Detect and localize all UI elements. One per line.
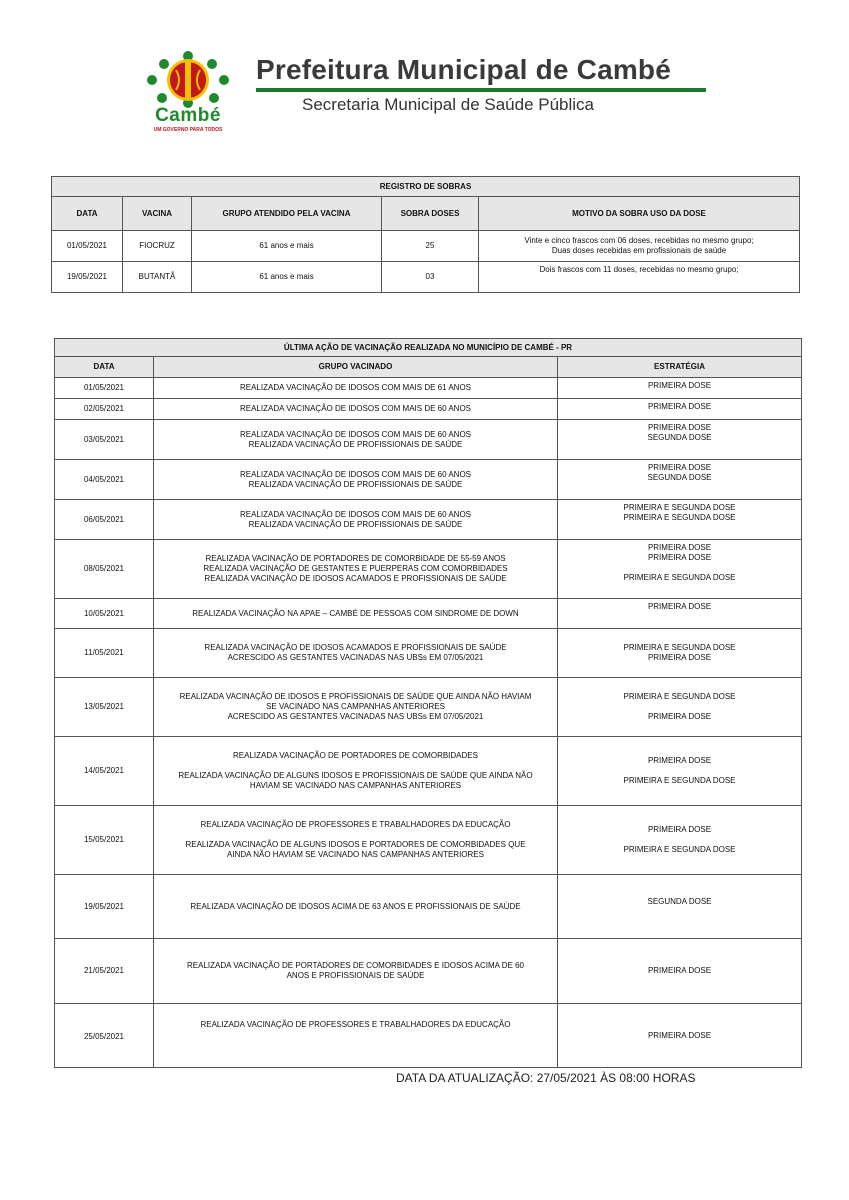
column-header: MOTIVO DA SOBRA USO DA DOSE	[479, 197, 800, 231]
cell-data	[55, 1004, 154, 1068]
table-row	[52, 262, 800, 293]
cambe-emblem-icon	[138, 50, 238, 108]
cell-estrategia	[558, 678, 802, 737]
cell-data: 06/05/2021	[55, 500, 154, 540]
cell-grupo	[154, 678, 558, 737]
cell-data: 08/05/2021	[55, 540, 154, 599]
cell-grupo	[154, 399, 558, 420]
cell-sobra: 25	[382, 231, 479, 262]
cell-grupo	[154, 420, 558, 460]
acoes-header-row	[55, 357, 802, 378]
cell-estrategia	[558, 378, 802, 399]
table-row	[55, 540, 802, 599]
cell-data: 19/05/2021	[52, 262, 123, 293]
estrategia-line: PRIMEIRA E SEGUNDA DOSE	[623, 692, 736, 701]
grupo-line: REALIZADA VACINAÇÃO DE IDOSOS COM MAIS DE 60 ANOS	[239, 429, 472, 439]
estrategia-line: PRIMEIRA DOSE	[647, 423, 712, 432]
grupo-line: HAVIAM SE VACINADO NAS CAMPANHAS ANTERIORES	[249, 781, 462, 790]
cell-grupo	[154, 599, 558, 629]
table-row	[55, 399, 802, 420]
cell-estrategia	[558, 540, 802, 599]
page-subtitle: Secretaria Municipal de Saúde Pública	[302, 95, 595, 114]
table-row	[55, 599, 802, 629]
cell-data: 19/05/2021	[55, 875, 154, 939]
cell-estrategia	[558, 875, 802, 939]
column-header: VACINA	[123, 197, 192, 231]
cell-estrategia	[558, 939, 802, 1004]
estrategia-line: PRIMEIRA DOSE	[647, 712, 712, 721]
grupo-line: REALIZADA VACINAÇÃO DE PROFISSIONAIS DE SAÚDE	[248, 439, 463, 449]
cell-vacina: FIOCRUZ	[123, 231, 192, 262]
grupo-line: REALIZADA VACINAÇÃO DE IDOSOS COM MAIS DE 60 ANOS	[239, 469, 472, 479]
cell-data: 02/05/2021	[55, 399, 154, 420]
grupo-line: ACRESCIDO AS GESTANTES VACINADAS NAS UBSs EM 07/05/2021	[227, 712, 484, 721]
estrategia-line: PRIMEIRA DOSE	[647, 602, 712, 611]
motivo-line: Dois frascos com 11 doses, recebidas no mesmo grupo;	[539, 265, 739, 274]
table-row	[55, 806, 802, 875]
grupo-line: REALIZADA VACINAÇÃO DE ALGUNS IDOSOS E PROFISSIONAIS DE SAÚDE QUE AINDA NÃO	[178, 771, 533, 780]
acoes-table-title: ÚLTIMA AÇÃO DE VACINAÇÃO REALIZADA NO MUNICÍPIO DE CAMBÉ - PR	[55, 339, 802, 357]
grupo-line: SE VACINADO NAS CAMPANHAS ANTERIORES	[266, 702, 445, 711]
estrategia-line: PRIMEIRA DOSE	[647, 653, 712, 662]
cell-estrategia	[558, 1004, 802, 1068]
cell-data: 04/05/2021	[55, 460, 154, 500]
cell-estrategia	[558, 500, 802, 540]
estrategia-line: PRIMEIRA DOSE	[647, 1030, 712, 1040]
grupo-line: REALIZADA VACINAÇÃO DE PROFISSIONAIS DE SAÚDE	[248, 479, 463, 489]
cell-data: 01/05/2021	[52, 231, 123, 262]
cell-grupo: 61 anos e mais	[192, 262, 382, 293]
cell-grupo	[154, 737, 558, 806]
logo-tagline: UM GOVERNO PARA TODOS	[153, 127, 223, 133]
cambe-logo	[138, 50, 238, 140]
grupo-line: REALIZADA VACINAÇÃO DE GESTANTES E PUERPERAS COM COMORBIDADES	[203, 564, 508, 573]
column-header: GRUPO ATENDIDO PELA VACINA	[192, 197, 382, 231]
cell-grupo	[154, 378, 558, 399]
grupo-line: REALIZADA VACINAÇÃO DE IDOSOS ACAMADOS E PROFISSIONAIS DE SAÚDE	[204, 574, 507, 583]
estrategia-line: PRIMEIRA E SEGUNDA DOSE	[623, 643, 736, 652]
table-row	[55, 678, 802, 737]
column-header: DATA	[55, 357, 154, 378]
table-row	[55, 460, 802, 500]
cell-data: 14/05/2021	[55, 737, 154, 806]
cell-estrategia	[558, 420, 802, 460]
estrategia-line: PRIMEIRA DOSE	[647, 825, 712, 834]
cell-motivo	[479, 231, 800, 262]
table-row	[52, 231, 800, 262]
estrategia-line: PRIMEIRA DOSE	[647, 381, 712, 390]
column-header: GRUPO VACINADO	[154, 357, 558, 378]
estrategia-line: PRIMEIRA E SEGUNDA DOSE	[623, 513, 736, 522]
cell-estrategia	[558, 806, 802, 875]
cell-data: 10/05/2021	[55, 599, 154, 629]
estrategia-line: PRIMEIRA DOSE	[647, 756, 712, 765]
sobras-table	[51, 176, 800, 293]
cell-estrategia	[558, 460, 802, 500]
estrategia-line: SEGUNDA DOSE	[647, 473, 712, 482]
cell-data: 15/05/2021	[55, 806, 154, 875]
grupo-line: ANOS E PROFISSIONAIS DE SAÚDE	[286, 971, 425, 980]
column-header: SOBRA DOSES	[382, 197, 479, 231]
grupo-line: REALIZADA VACINAÇÃO DE IDOSOS E PROFISSIONAIS DE SAÚDE QUE AINDA NÃO HAVIAM	[179, 692, 532, 701]
grupo-line: REALIZADA VACINAÇÃO DE PORTADORES DE COMORBIDADES	[233, 751, 478, 760]
grupo-line: REALIZADA VACINAÇÃO DE PROFESSORES E TRABALHADORES DA EDUCAÇÃO	[200, 1020, 511, 1029]
estrategia-line: SEGUNDA DOSE	[647, 897, 712, 906]
estrategia-line: PRIMEIRA DOSE	[647, 402, 712, 411]
sobras-header-row	[52, 197, 800, 231]
grupo-line: REALIZADA VACINAÇÃO NA APAE – CAMBÉ DE PESSOAS COM SINDROME DE DOWN	[192, 608, 519, 618]
cell-vacina: BUTANTÃ	[123, 262, 192, 293]
estrategia-line: PRIMEIRA DOSE	[647, 463, 712, 472]
sobras-table-title: REGISTRO DE SOBRAS	[52, 177, 800, 197]
estrategia-line: PRIMEIRA E SEGUNDA DOSE	[623, 776, 736, 785]
estrategia-line: PRIMEIRA DOSE	[647, 553, 712, 562]
cell-grupo	[154, 939, 558, 1004]
table-row	[55, 500, 802, 540]
estrategia-line: PRIMEIRA E SEGUNDA DOSE	[623, 503, 736, 512]
table-row	[55, 420, 802, 460]
logo-wordmark: Cambé	[155, 105, 221, 126]
cell-estrategia	[558, 399, 802, 420]
grupo-line: REALIZADA VACINAÇÃO DE IDOSOS COM MAIS DE 61 ANOS	[239, 383, 472, 392]
cell-grupo	[154, 460, 558, 500]
table-row	[55, 939, 802, 1004]
cell-grupo: 61 anos e mais	[192, 231, 382, 262]
grupo-line: AINDA NÃO HAVIAM SE VACINADO NAS CAMPANHAS ANTERIORES	[227, 850, 484, 859]
update-timestamp: DATA DA ATUALIZAÇÃO: 27/05/2021 ÀS 08:00 HORAS	[396, 1071, 696, 1085]
acoes-table	[54, 338, 802, 1068]
table-row	[55, 629, 802, 678]
cell-estrategia	[558, 629, 802, 678]
cell-grupo	[154, 540, 558, 599]
estrategia-line: PRIMEIRA DOSE	[647, 543, 712, 552]
cell-data: 01/05/2021	[55, 378, 154, 399]
page-title: Prefeitura Municipal de Cambé	[256, 54, 672, 85]
cell-grupo	[154, 806, 558, 875]
grupo-line: REALIZADA VACINAÇÃO DE ALGUNS IDOSOS E PORTADORES DE COMORBIDADES QUE	[185, 840, 526, 849]
cell-estrategia	[558, 737, 802, 806]
cell-grupo	[154, 1004, 558, 1068]
grupo-line: REALIZADA VACINAÇÃO DE IDOSOS COM MAIS DE 60 ANOS	[239, 509, 472, 519]
grupo-line: REALIZADA VACINAÇÃO DE PORTADORES DE COMORBIDADE DE 55-59 ANOS	[205, 554, 506, 563]
grupo-line: REALIZADA VACINAÇÃO DE IDOSOS ACAMADOS E PROFISSIONAIS DE SAÚDE	[204, 643, 507, 652]
estrategia-line: SEGUNDA DOSE	[647, 433, 712, 442]
estrategia-line: PRIMEIRA E SEGUNDA DOSE	[623, 573, 736, 582]
grupo-line: REALIZADA VACINAÇÃO DE PROFESSORES E TRABALHADORES DA EDUCAÇÃO	[200, 820, 511, 829]
table-row	[55, 737, 802, 806]
motivo-line: Vinte e cinco frascos com 06 doses, recebidas no mesmo grupo;	[524, 236, 754, 245]
estrategia-line: PRIMEIRA E SEGUNDA DOSE	[623, 845, 736, 854]
grupo-line: REALIZADA VACINAÇÃO DE PROFISSIONAIS DE SAÚDE	[248, 519, 463, 529]
title-divider	[256, 88, 706, 92]
grupo-line: REALIZADA VACINAÇÃO DE PORTADORES DE COMORBIDADES E IDOSOS ACIMA DE 60	[187, 961, 524, 970]
table-row	[55, 378, 802, 399]
grupo-line: REALIZADA VACINAÇÃO DE IDOSOS ACIMA DE 63 ANOS E PROFISSIONAIS DE SAÚDE	[190, 901, 521, 911]
cell-data: 11/05/2021	[55, 629, 154, 678]
cell-estrategia	[558, 599, 802, 629]
column-header: ESTRATÉGIA	[558, 357, 802, 378]
grupo-line: REALIZADA VACINAÇÃO DE IDOSOS COM MAIS DE 60 ANOS	[239, 404, 472, 413]
cell-sobra: 03	[382, 262, 479, 293]
estrategia-line: PRIMEIRA DOSE	[647, 966, 712, 975]
cell-data: 13/05/2021	[55, 678, 154, 737]
cell-data: 21/05/2021	[55, 939, 154, 1004]
column-header: DATA	[52, 197, 123, 231]
cell-data: 03/05/2021	[55, 420, 154, 460]
cell-grupo	[154, 500, 558, 540]
data-text: 25/05/2021	[83, 1032, 125, 1041]
cell-motivo	[479, 262, 800, 293]
cell-grupo	[154, 875, 558, 939]
cell-grupo	[154, 629, 558, 678]
grupo-line: ACRESCIDO AS GESTANTES VACINADAS NAS UBSs EM 07/05/2021	[227, 653, 484, 662]
table-row	[55, 875, 802, 939]
table-row	[55, 1004, 802, 1068]
motivo-line: Duas doses recebidas em profissionais de saúde	[551, 246, 727, 255]
